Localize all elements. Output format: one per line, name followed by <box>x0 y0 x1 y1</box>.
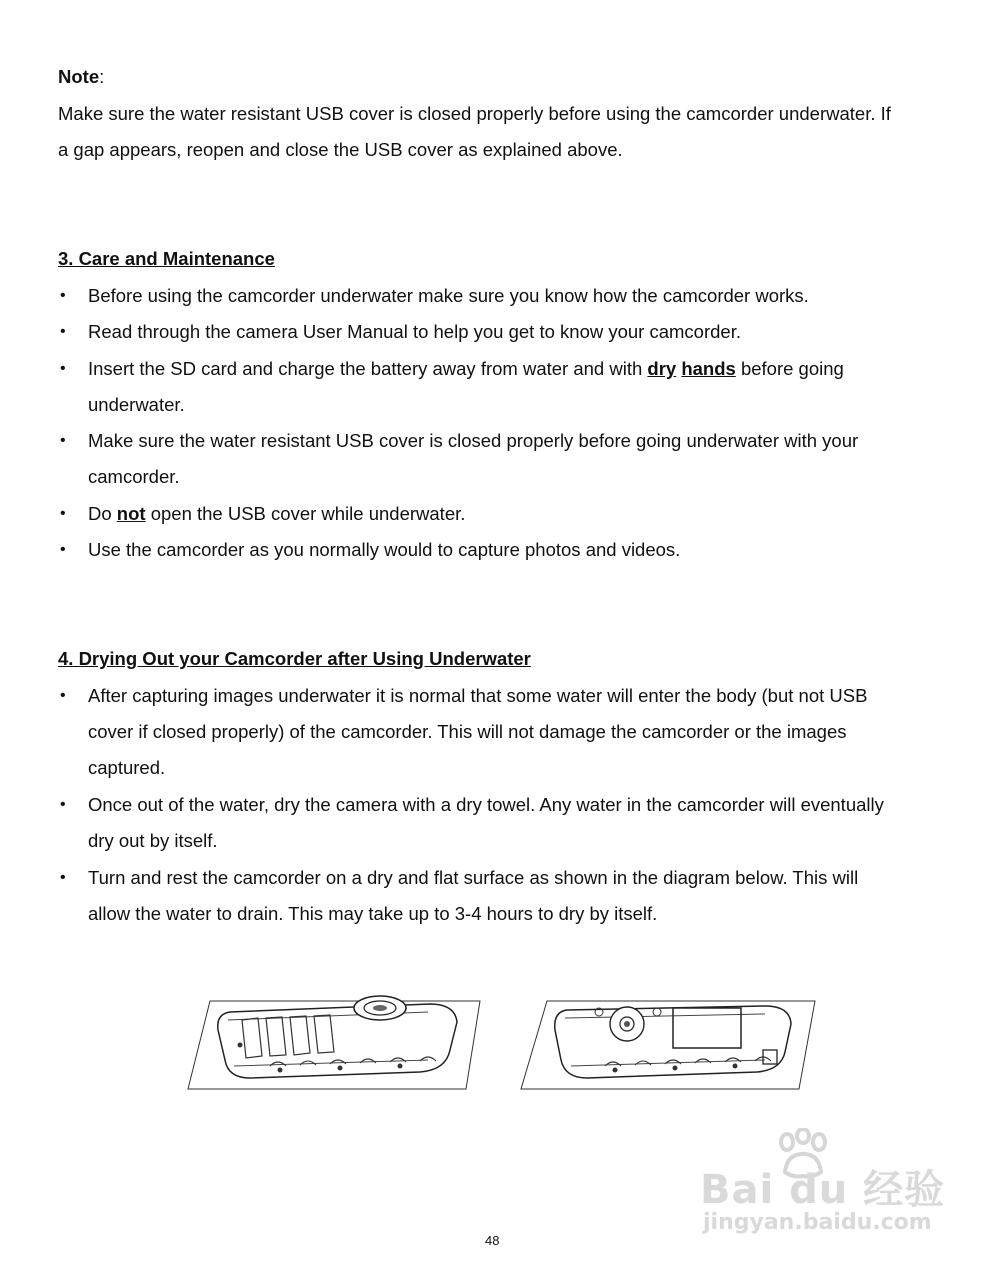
bullet-marker: • <box>60 796 66 813</box>
section-3-heading: 3. Care and Maintenance <box>58 248 275 269</box>
drying-item-1: After capturing images underwater it is normal that some water will enter the body (but not USB <box>88 685 868 706</box>
bullet-marker: • <box>60 287 66 304</box>
emphasis-dry: dry <box>647 358 677 379</box>
bullet-marker: • <box>60 541 66 558</box>
bullet-marker: • <box>60 432 66 449</box>
bullet-marker: • <box>60 323 66 340</box>
care-item-2: Read through the camera User Manual to help you get to know your camcorder. <box>88 321 741 342</box>
drying-item-2-line-2: dry out by itself. <box>88 830 218 851</box>
care-item-4: Make sure the water resistant USB cover is closed properly before going underwater with your <box>88 430 859 451</box>
drying-item-1-line-2: cover if closed properly) of the camcorder. This will not damage the camcorder or the images <box>88 721 847 742</box>
care-item-3-text-end: before going <box>735 358 844 379</box>
care-item-3-text: Insert the SD card and charge the battery away from water and with <box>88 358 648 379</box>
care-item-4-line-2: camcorder. <box>88 466 180 487</box>
bullet-marker: • <box>60 360 66 377</box>
drying-item-2: Once out of the water, dry the camera with a dry towel. Any water in the camcorder will eventually <box>88 794 884 815</box>
bullet-marker: • <box>60 869 66 886</box>
emphasis-hands: hands <box>681 358 736 379</box>
care-item-5-text: Do <box>88 503 117 524</box>
note-line-2: a gap appears, reopen and close the USB cover as explained above. <box>58 139 623 160</box>
care-item-5 <box>88 503 465 525</box>
drying-item-3-line-2: allow the water to drain. This may take up to 3-4 hours to dry by itself. <box>88 903 658 924</box>
drying-item-1-line-3: captured. <box>88 757 166 778</box>
care-item-5-text-end: open the USB cover while underwater. <box>145 503 466 524</box>
bullet-marker: • <box>60 687 66 704</box>
note-line-1: Make sure the water resistant USB cover is closed properly before using the camcorder underwater. If <box>58 103 891 124</box>
emphasis-not: not <box>116 503 146 524</box>
care-item-6: Use the camcorder as you normally would to capture photos and videos. <box>88 539 681 560</box>
care-item-3 <box>88 358 844 380</box>
camcorder-drying-diagram-left <box>180 990 490 1095</box>
section-4-heading: 4. Drying Out your Camcorder after Using Underwater <box>58 648 531 669</box>
watermark-url: jingyan.baidu.com <box>703 1210 932 1235</box>
note-label: Note <box>58 66 100 87</box>
bullet-marker: • <box>60 505 66 522</box>
note-colon: : <box>99 66 105 87</box>
note-title <box>58 66 104 88</box>
care-item-1: Before using the camcorder underwater make sure you know how the camcorder works. <box>88 285 809 306</box>
watermark-brand: Bai du 经验 <box>700 1167 946 1213</box>
page-number: 48 <box>485 1233 500 1248</box>
care-item-3-line-2: underwater. <box>88 394 185 415</box>
drying-item-3: Turn and rest the camcorder on a dry and flat surface as shown in the diagram below. This will <box>88 867 859 888</box>
camcorder-drying-diagram-right <box>515 990 825 1095</box>
